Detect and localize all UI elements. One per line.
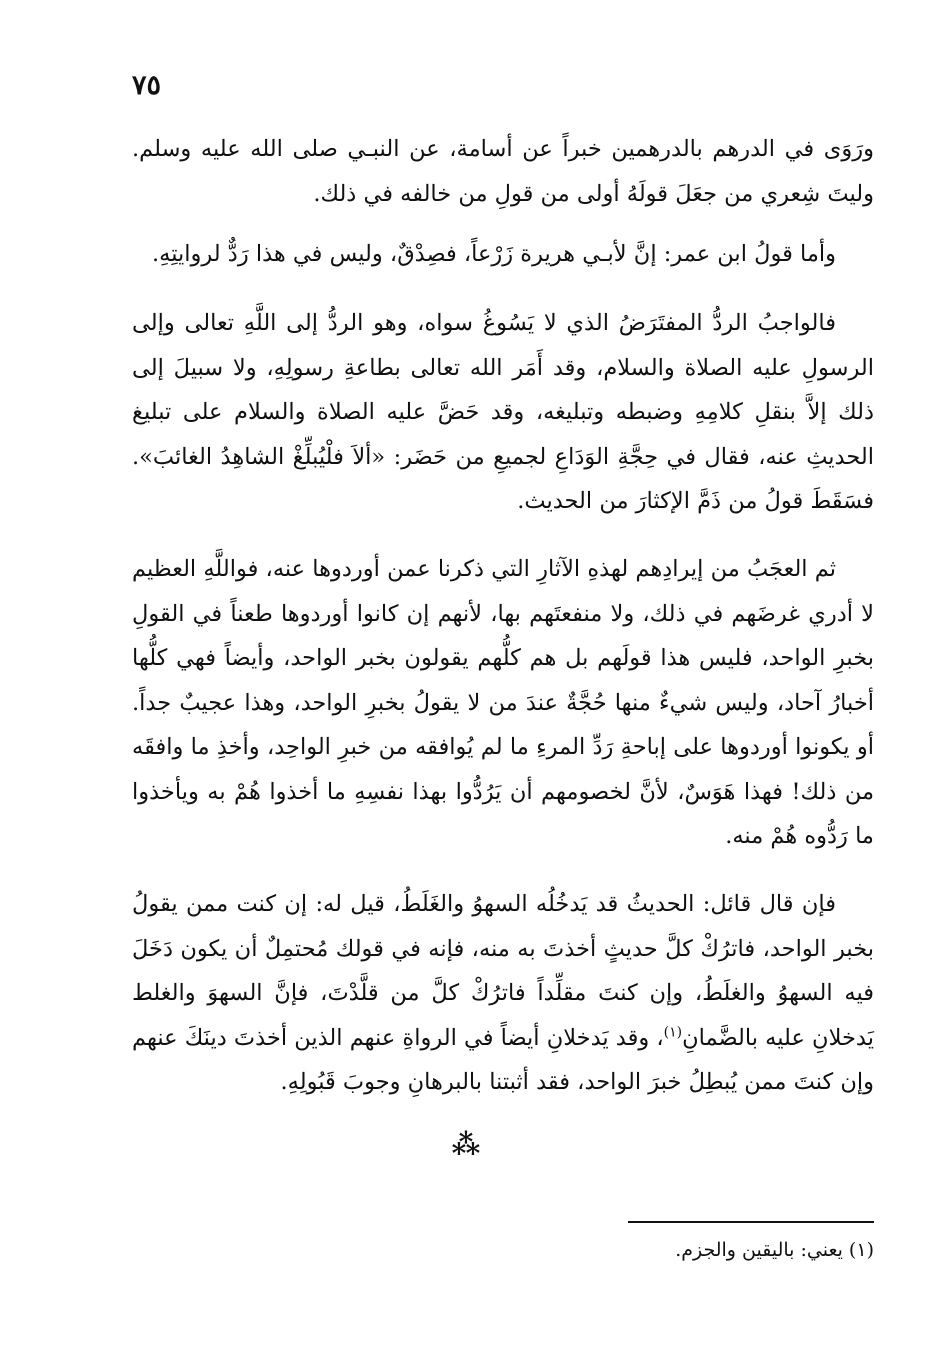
- paragraph-4: [132, 547, 874, 859]
- paragraph-1: [132, 127, 874, 216]
- footnote-divider: [628, 1221, 874, 1223]
- paragraph-text-part-1: فإن قال قائل: الحديثُ قد يَدخُلُه السهوُ والغَلَطُ، قيل له: إن كنت ممن يقولُ بخبر الواحد، فاترُكْ كلَّ حديثٍ أخذتَ به منه، فإنه في قولك مُحتمِلٌ أن يكون دَخَلَ فيه السهوُ والغلَطُ، وإن كنتَ مقلِّداً فاترُكْ كلَّ من قلَّدْتَ، فإنَّ السهوَ والغلط يَدخلانِ عليه بالضَّمانِ: [132, 891, 874, 1051]
- paragraph-text: ثم العجَبُ من إيرادِهم لهذهِ الآثارِ التي ذكرنا عمن أوردوها عنه، فواللَّهِ العظيم لا أدري غرضَهم في ذلك، ولا منفعتَهم بها، لأنهم إن كانوا أوردوها طعناً في القولِ بخبرِ الواحد، فليس هذا قولَهم بل هم كلُّهم يقولون بخبر الواحد، وأيضاً فهي كلُّها أخبارُ آحاد، وليس شيءٌ منها حُجَّةٌ عندَ من لا يقولُ بخبرِ الواحد، وهذا عجيبٌ جداً. أو يكونوا أوردوها على إباحةِ رَدِّ المرءِ ما لم يُوافقه من خبرِ الواحِد، وأخذِ ما وافقَه من ذلك! فهذا هَوَسٌ، لأنَّ لخصومهم أن يَرُدُّوا بهذا نفسِهِ ما أخذوا هُمْ به ويأخذوا ما رَدُّوه هُمْ منه.: [132, 556, 874, 849]
- paragraph-text: [132, 882, 874, 1105]
- paragraph-text: فالواجبُ الردُّ المفتَرَضُ الذي لا يَسُوغُ سواه، وهو الردُّ إلى اللَّهِ تعالى وإلى الرسولِ عليه الصلاة والسلام، وقد أَمَر الله تعالى بطاعةِ رسولِهِ، ولا سبيلَ إلى ذلك إلاَّ بنقلِ كلامِهِ وضبطه وتبليغه، وقد حَضَّ عليه الصلاة والسلام على تبليغ الحديثِ عنه، فقال في حِجَّةِ الوَدَاعِ لجميعِ من حَضَر: «ألاَ فلْيُبلِّغْ الشاهِدُ الغائبَ». فسَقَطَ قولُ من ذَمَّ الإكثارَ من الحديث.: [132, 310, 874, 514]
- page-number: ٧٥: [132, 70, 162, 101]
- footnote-marker[interactable]: (١): [663, 1024, 683, 1040]
- paragraph-3: [132, 301, 874, 524]
- section-separator: ⁂: [451, 1128, 481, 1161]
- paragraph-text-part-2: ، وقد يَدخلانِ أيضاً في الرواةِ عنهم الذين أخذتَ دينَكَ عنهم وإن كنتَ ممن يُبطِلُ خبرَ الواحد، فقد أثبتنا بالبرهانِ وجوبَ قَبُولِهِ.: [132, 1024, 874, 1095]
- paragraph-2: [132, 232, 874, 277]
- paragraph-text: وأما قولُ ابن عمر: إنَّ لأبـي هريرة زَرْعاً، فصِدْقٌ، وليس في هذا رَدٌّ لروايتِهِ.: [152, 241, 836, 267]
- footnote: (١) يعني: باليقين والجزم.: [675, 1239, 874, 1261]
- paragraph-text: ورَوَى في الدرهم بالدرهمين خبراً عن أسامة، عن النبـي صلى الله عليه وسلم. وليتَ شِعري من جعَلَ قولَهُ أولى من قولِ من خالفه في ذلك.: [132, 136, 874, 207]
- paragraph-5: [132, 882, 874, 1105]
